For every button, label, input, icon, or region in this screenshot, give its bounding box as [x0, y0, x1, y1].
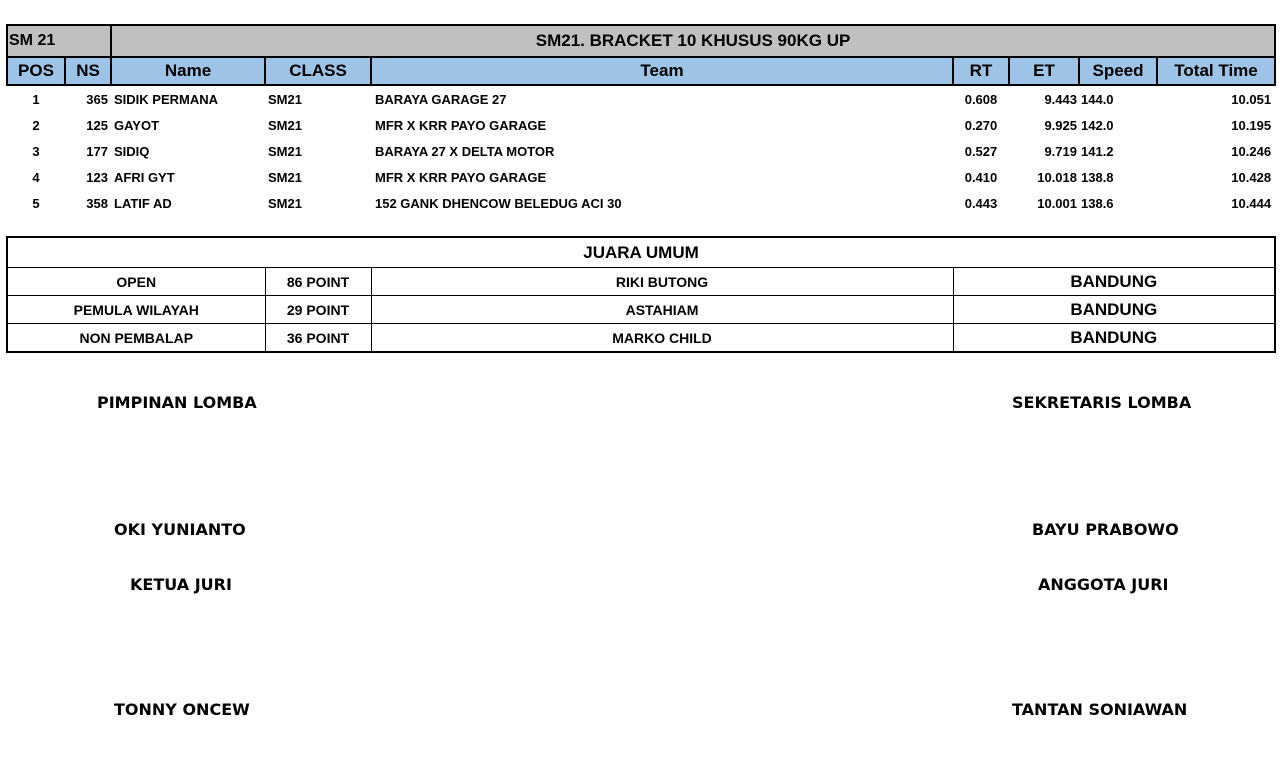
cell-name: SIDIQ: [114, 143, 150, 159]
race-secretary-title: SEKRETARIS LOMBA: [1012, 393, 1192, 412]
results-header-row: [7, 57, 1275, 85]
cell-speed: 142.0: [1081, 117, 1114, 133]
cell-et: 10.018: [1037, 169, 1077, 185]
cell-team: BARAYA GARAGE 27: [375, 91, 507, 107]
table-row: [7, 85, 1275, 112]
champions-title: JUARA UMUM: [7, 237, 1275, 268]
results-table-container: [6, 24, 1274, 216]
champion-category: NON PEMBALAP: [7, 324, 265, 353]
cell-total-time: 10.051: [1231, 91, 1272, 107]
cell-class: SM21: [268, 117, 302, 133]
cell-pos: 1: [32, 91, 40, 107]
header-et: ET: [1009, 57, 1079, 85]
cell-name: GAYOT: [114, 117, 160, 133]
cell-speed: 138.6: [1081, 195, 1114, 211]
cell-ns: 365: [86, 91, 108, 107]
cell-et: 10.001: [1037, 195, 1077, 211]
cell-ns: 123: [86, 169, 108, 185]
cell-total-time: 10.195: [1231, 117, 1272, 133]
race-secretary-name: BAYU PRABOWO: [1032, 520, 1179, 539]
table-row: [7, 324, 1275, 353]
header-ns: NS: [65, 57, 111, 85]
cell-name: LATIF AD: [114, 195, 172, 211]
cell-ns: 358: [86, 195, 108, 211]
cell-ns: 125: [86, 117, 108, 133]
champions-table: [6, 236, 1276, 353]
cell-team: 152 GANK DHENCOW BELEDUG ACI 30: [375, 195, 622, 211]
cell-name: SIDIK PERMANA: [114, 91, 219, 107]
race-director-title: PIMPINAN LOMBA: [97, 393, 257, 412]
table-row: [7, 112, 1275, 138]
judge-member-title: ANGGOTA JURI: [1038, 575, 1169, 594]
cell-pos: 2: [32, 117, 40, 133]
cell-rt: 0.608: [964, 91, 998, 107]
cell-rt: 0.443: [964, 195, 998, 211]
cell-name: AFRI GYT: [114, 169, 175, 185]
cell-total-time: 10.428: [1231, 169, 1272, 185]
cell-pos: 4: [32, 169, 40, 185]
champion-category: PEMULA WILAYAH: [7, 296, 265, 324]
cell-et: 9.719: [1044, 143, 1077, 159]
champion-name: RIKI BUTONG: [371, 268, 953, 296]
cell-total-time: 10.246: [1231, 143, 1272, 159]
header-name: Name: [111, 57, 265, 85]
judge-member-name: TANTAN SONIAWAN: [1012, 700, 1188, 719]
champion-name: MARKO CHILD: [371, 324, 953, 353]
champion-points: 86 POINT: [265, 268, 371, 296]
champions-table-container: [6, 236, 1274, 353]
table-row: [7, 296, 1275, 324]
header-class: CLASS: [265, 57, 371, 85]
cell-ns: 177: [86, 143, 108, 159]
champion-points: 29 POINT: [265, 296, 371, 324]
results-table: [6, 24, 1276, 216]
champion-city: BANDUNG: [953, 296, 1275, 324]
cell-class: SM21: [268, 169, 302, 185]
cell-team: MFR X KRR PAYO GARAGE: [375, 117, 547, 133]
cell-rt: 0.527: [964, 143, 998, 159]
header-rt: RT: [953, 57, 1009, 85]
cell-speed: 138.8: [1081, 169, 1114, 185]
header-total-time: Total Time: [1157, 57, 1275, 85]
results-title: SM21. BRACKET 10 KHUSUS 90KG UP: [111, 25, 1275, 57]
table-row: [7, 190, 1275, 216]
cell-rt: 0.270: [964, 117, 998, 133]
table-row: [7, 268, 1275, 296]
table-row: [7, 138, 1275, 164]
header-team: Team: [371, 57, 953, 85]
cell-class: SM21: [268, 91, 302, 107]
cell-rt: 0.410: [964, 169, 998, 185]
champion-city: BANDUNG: [953, 268, 1275, 296]
cell-class: SM21: [268, 143, 302, 159]
champion-city: BANDUNG: [953, 324, 1275, 353]
table-row: [7, 164, 1275, 190]
race-director-name: OKI YUNIANTO: [114, 520, 246, 539]
cell-team: BARAYA 27 X DELTA MOTOR: [375, 143, 555, 159]
cell-team: MFR X KRR PAYO GARAGE: [375, 169, 547, 185]
head-judge-title: KETUA JURI: [130, 575, 232, 594]
head-judge-name: TONNY ONCEW: [114, 700, 250, 719]
header-speed: Speed: [1079, 57, 1157, 85]
cell-pos: 5: [32, 195, 40, 211]
champion-points: 36 POINT: [265, 324, 371, 353]
cell-total-time: 10.444: [1231, 195, 1272, 211]
cell-pos: 3: [32, 143, 40, 159]
cell-et: 9.925: [1044, 117, 1077, 133]
champion-name: ASTAHIAM: [371, 296, 953, 324]
cell-speed: 144.0: [1081, 91, 1114, 107]
class-code: SM 21: [7, 25, 111, 57]
header-pos: POS: [7, 57, 65, 85]
cell-et: 9.443: [1044, 91, 1077, 107]
champion-category: OPEN: [7, 268, 265, 296]
cell-class: SM21: [268, 195, 302, 211]
cell-speed: 141.2: [1081, 143, 1114, 159]
